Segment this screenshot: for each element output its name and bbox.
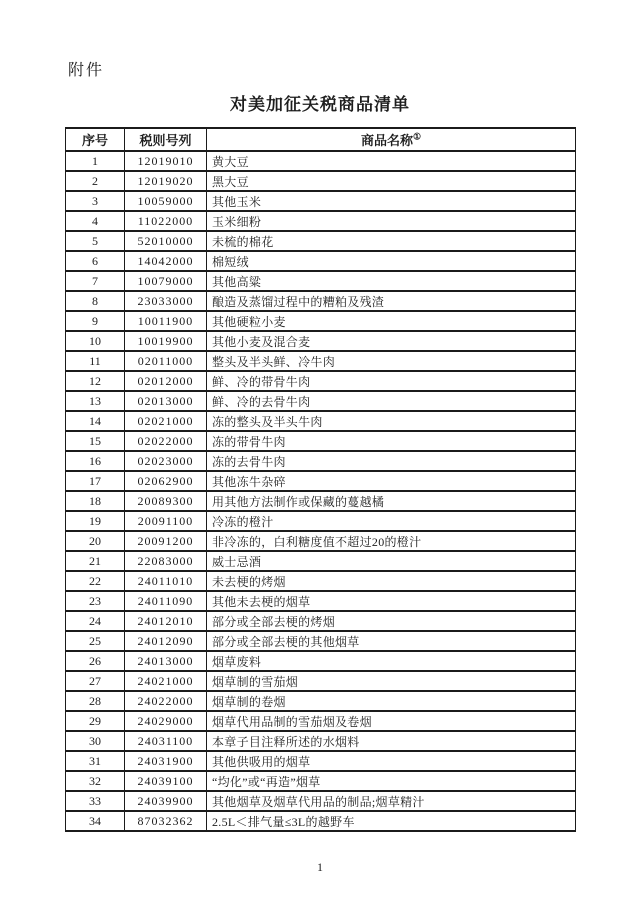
table-row xyxy=(66,651,576,671)
product-name-cell: 其他冻牛杂碎 xyxy=(207,471,576,491)
row-number-cell: 34 xyxy=(66,811,125,831)
tariff-table xyxy=(65,127,576,832)
table-row xyxy=(66,811,576,831)
product-name-cell: 冷冻的橙汁 xyxy=(207,511,576,531)
table-row xyxy=(66,451,576,471)
tariff-code-cell: 11022000 xyxy=(125,211,207,231)
row-number-cell: 19 xyxy=(66,511,125,531)
tariff-code-cell: 24022000 xyxy=(125,691,207,711)
tariff-code-cell: 10059000 xyxy=(125,191,207,211)
row-number-cell: 27 xyxy=(66,671,125,691)
product-name-cell: 非冷冻的，白利糖度值不超过20的橙汁 xyxy=(207,531,576,551)
tariff-code-cell: 24013000 xyxy=(125,651,207,671)
table-row xyxy=(66,531,576,551)
header-product-name xyxy=(207,128,576,151)
product-name-cell: 未去梗的烤烟 xyxy=(207,571,576,591)
row-number-cell: 6 xyxy=(66,251,125,271)
table-row xyxy=(66,371,576,391)
header-tariff-code: 税则号列 xyxy=(125,128,207,151)
table-row xyxy=(66,271,576,291)
product-name-cell: 威士忌酒 xyxy=(207,551,576,571)
tariff-code-cell: 20091100 xyxy=(125,511,207,531)
product-name-cell: 烟草废料 xyxy=(207,651,576,671)
tariff-code-cell: 14042000 xyxy=(125,251,207,271)
product-name-cell: 鲜、冷的去骨牛肉 xyxy=(207,391,576,411)
row-number-cell: 17 xyxy=(66,471,125,491)
row-number-cell: 31 xyxy=(66,751,125,771)
tariff-code-cell: 24031100 xyxy=(125,731,207,751)
tariff-code-cell: 24039900 xyxy=(125,791,207,811)
table-row xyxy=(66,791,576,811)
row-number-cell: 16 xyxy=(66,451,125,471)
table-row xyxy=(66,151,576,171)
table-row xyxy=(66,231,576,251)
tariff-code-cell: 02012000 xyxy=(125,371,207,391)
attachment-label: 附件 xyxy=(68,62,105,79)
tariff-code-cell: 10019900 xyxy=(125,331,207,351)
row-number-cell: 13 xyxy=(66,391,125,411)
product-name-cell: 未梳的棉花 xyxy=(207,231,576,251)
product-name-cell: 其他未去梗的烟草 xyxy=(207,591,576,611)
product-name-cell: 黄大豆 xyxy=(207,151,576,171)
product-name-cell: 部分或全部去梗的其他烟草 xyxy=(207,631,576,651)
product-name-cell: 其他供吸用的烟草 xyxy=(207,751,576,771)
row-number-cell: 11 xyxy=(66,351,125,371)
product-name-cell: 其他小麦及混合麦 xyxy=(207,331,576,351)
row-number-cell: 9 xyxy=(66,311,125,331)
product-name-cell: 其他高粱 xyxy=(207,271,576,291)
row-number-cell: 25 xyxy=(66,631,125,651)
table-row xyxy=(66,731,576,751)
header-product-name-text: 商品名称 xyxy=(360,133,413,148)
table-row xyxy=(66,511,576,531)
tariff-code-cell: 24039100 xyxy=(125,771,207,791)
product-name-cell: 烟草代用品制的雪茄烟及卷烟 xyxy=(207,711,576,731)
product-name-cell: 本章子目注释所述的水烟料 xyxy=(207,731,576,751)
row-number-cell: 18 xyxy=(66,491,125,511)
tariff-code-cell: 24021000 xyxy=(125,671,207,691)
tariff-code-cell: 87032362 xyxy=(125,811,207,831)
row-number-cell: 15 xyxy=(66,431,125,451)
row-number-cell: 8 xyxy=(66,291,125,311)
table-row xyxy=(66,171,576,191)
row-number-cell: 32 xyxy=(66,771,125,791)
table-row xyxy=(66,571,576,591)
product-name-cell: 整头及半头鲜、冷牛肉 xyxy=(207,351,576,371)
row-number-cell: 20 xyxy=(66,531,125,551)
tariff-table-body xyxy=(66,151,576,831)
tariff-code-cell: 24012010 xyxy=(125,611,207,631)
tariff-code-cell: 02023000 xyxy=(125,451,207,471)
table-row xyxy=(66,631,576,651)
product-name-cell: 部分或全部去梗的烤烟 xyxy=(207,611,576,631)
tariff-code-cell: 24029000 xyxy=(125,711,207,731)
tariff-code-cell: 23033000 xyxy=(125,291,207,311)
table-row xyxy=(66,311,576,331)
tariff-code-cell: 24012090 xyxy=(125,631,207,651)
tariff-code-cell: 24011010 xyxy=(125,571,207,591)
table-row xyxy=(66,291,576,311)
table-row xyxy=(66,551,576,571)
row-number-cell: 14 xyxy=(66,411,125,431)
row-number-cell: 5 xyxy=(66,231,125,251)
table-row xyxy=(66,611,576,631)
header-serial-number: 序号 xyxy=(66,128,125,151)
table-row xyxy=(66,431,576,451)
tariff-code-cell: 02022000 xyxy=(125,431,207,451)
row-number-cell: 33 xyxy=(66,791,125,811)
product-name-cell: 冻的去骨牛肉 xyxy=(207,451,576,471)
table-row xyxy=(66,491,576,511)
product-name-cell: 2.5L＜排气量≤3L的越野车 xyxy=(207,811,576,831)
table-row xyxy=(66,591,576,611)
tariff-code-cell: 22083000 xyxy=(125,551,207,571)
row-number-cell: 21 xyxy=(66,551,125,571)
product-name-cell: 其他烟草及烟草代用品的制品;烟草精汁 xyxy=(207,791,576,811)
row-number-cell: 29 xyxy=(66,711,125,731)
row-number-cell: 28 xyxy=(66,691,125,711)
table-row xyxy=(66,691,576,711)
tariff-code-cell: 12019010 xyxy=(125,151,207,171)
tariff-code-cell: 02013000 xyxy=(125,391,207,411)
tariff-code-cell: 12019020 xyxy=(125,171,207,191)
tariff-code-cell: 24011090 xyxy=(125,591,207,611)
page-number: 1 xyxy=(317,860,323,874)
table-row xyxy=(66,351,576,371)
product-name-cell: 冻的整头及半头牛肉 xyxy=(207,411,576,431)
product-name-cell: 黑大豆 xyxy=(207,171,576,191)
tariff-code-cell: 10011900 xyxy=(125,311,207,331)
table-row xyxy=(66,671,576,691)
row-number-cell: 23 xyxy=(66,591,125,611)
product-name-cell: “均化”或“再造”烟草 xyxy=(207,771,576,791)
table-row xyxy=(66,471,576,491)
tariff-code-cell: 02021000 xyxy=(125,411,207,431)
table-row xyxy=(66,251,576,271)
row-number-cell: 30 xyxy=(66,731,125,751)
table-row xyxy=(66,411,576,431)
row-number-cell: 26 xyxy=(66,651,125,671)
row-number-cell: 22 xyxy=(66,571,125,591)
table-row xyxy=(66,711,576,731)
table-row xyxy=(66,331,576,351)
product-name-cell: 棉短绒 xyxy=(207,251,576,271)
product-name-cell: 其他硬粒小麦 xyxy=(207,311,576,331)
tariff-code-cell: 20091200 xyxy=(125,531,207,551)
table-row xyxy=(66,191,576,211)
tariff-code-cell: 24031900 xyxy=(125,751,207,771)
row-number-cell: 7 xyxy=(66,271,125,291)
page-title: 对美加征关税商品清单 xyxy=(230,95,410,114)
tariff-code-cell: 02062900 xyxy=(125,471,207,491)
row-number-cell: 10 xyxy=(66,331,125,351)
tariff-code-cell: 52010000 xyxy=(125,231,207,251)
table-row xyxy=(66,751,576,771)
row-number-cell: 24 xyxy=(66,611,125,631)
row-number-cell: 2 xyxy=(66,171,125,191)
row-number-cell: 12 xyxy=(66,371,125,391)
tariff-code-cell: 10079000 xyxy=(125,271,207,291)
table-header-row xyxy=(66,128,576,151)
header-footnote-marker: ① xyxy=(412,131,422,142)
product-name-cell: 酿造及蒸馏过程中的糟粕及残渣 xyxy=(207,291,576,311)
tariff-code-cell: 02011000 xyxy=(125,351,207,371)
product-name-cell: 烟草制的卷烟 xyxy=(207,691,576,711)
product-name-cell: 烟草制的雪茄烟 xyxy=(207,671,576,691)
row-number-cell: 3 xyxy=(66,191,125,211)
tariff-code-cell: 20089300 xyxy=(125,491,207,511)
row-number-cell: 1 xyxy=(66,151,125,171)
product-name-cell: 冻的带骨牛肉 xyxy=(207,431,576,451)
table-row xyxy=(66,211,576,231)
table-row xyxy=(66,391,576,411)
product-name-cell: 玉米细粉 xyxy=(207,211,576,231)
product-name-cell: 用其他方法制作或保藏的蔓越橘 xyxy=(207,491,576,511)
tariff-table-container xyxy=(65,127,576,832)
table-row xyxy=(66,771,576,791)
product-name-cell: 鲜、冷的带骨牛肉 xyxy=(207,371,576,391)
product-name-cell: 其他玉米 xyxy=(207,191,576,211)
row-number-cell: 4 xyxy=(66,211,125,231)
